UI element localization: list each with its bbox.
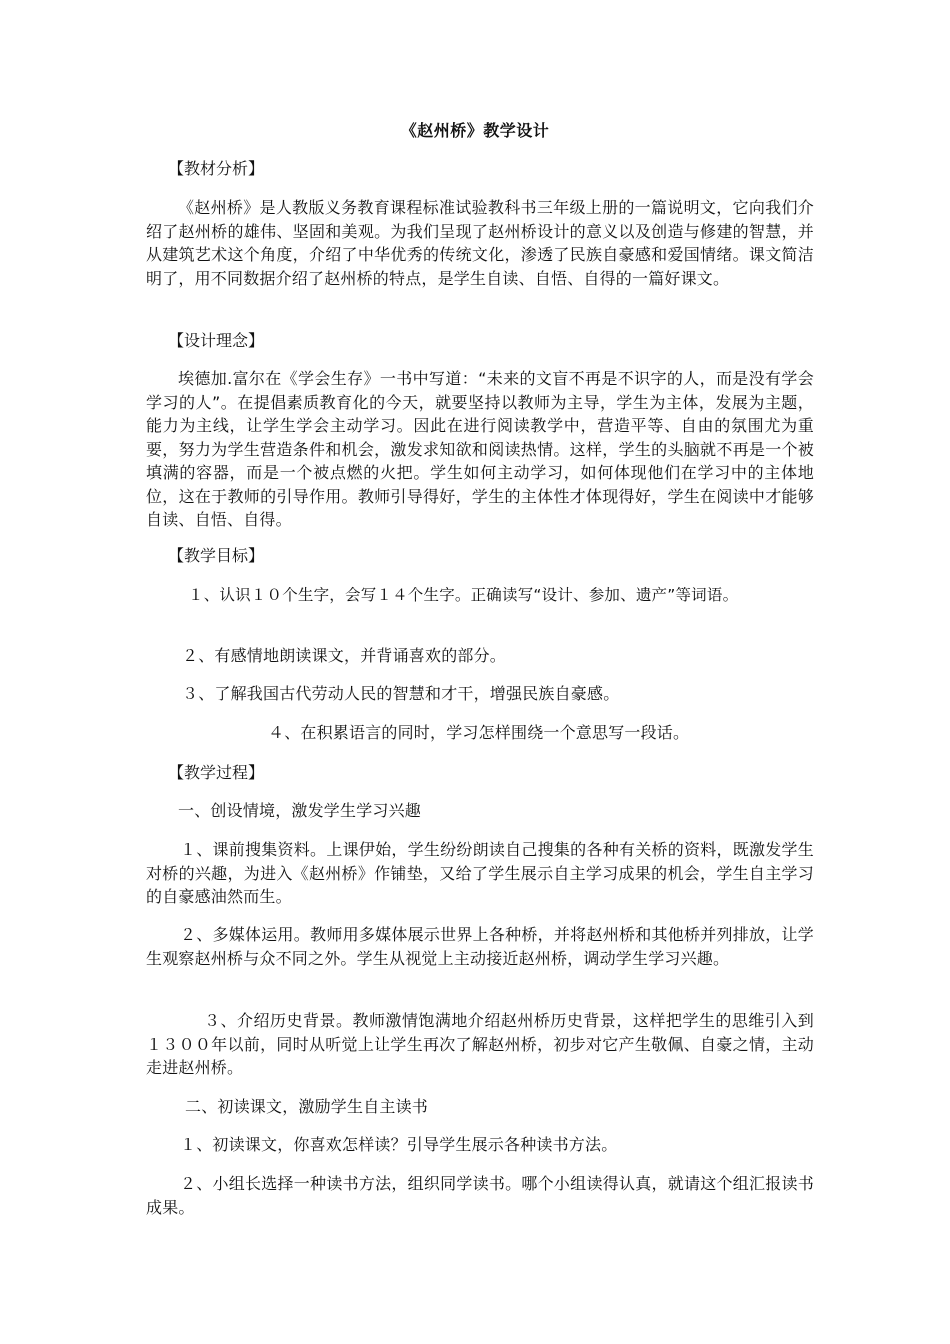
goal-item-2: ２、有感情地朗读课文，并背诵喜欢的部分。 bbox=[182, 646, 507, 665]
goal-item-4: ４、在积累语言的同时，学习怎样围绕一个意思写一段话。 bbox=[268, 723, 690, 742]
paragraph-textbook-analysis: 《赵州桥》是人教版义务教育课程标准试验教科书三年级上册的一篇说明文，它向我们介绍了赵州桥的雄伟、坚固和美观。为我们呈现了赵州桥设计的意义以及创造与修建的智慧，并从建筑艺术这个角度，介绍了中华优秀的传统文化，渗透了民族自豪感和爱国情绪。课文简洁明了，用不同数据介绍了赵州桥的特点，是学生自读、自悟、自得的一篇好课文。 bbox=[146, 198, 814, 288]
process-step-1-item-3: ３、介绍历史背景。教师激情饱满地介绍赵州桥历史背景，这样把学生的思维引入到１３００年以前，同时从听觉上让学生再次了解赵州桥，初步对它产生敬佩、自豪之情，主动走进赵州桥。 bbox=[146, 1011, 814, 1077]
process-step-2-item-1: １、初读课文，你喜欢怎样读？引导学生展示各种读书方法。 bbox=[180, 1135, 618, 1154]
heading-teaching-goals: 【教学目标】 bbox=[168, 546, 265, 565]
process-step-1-item-1: １、课前搜集资料。上课伊始，学生纷纷朗读自己搜集的各种有关桥的资料，既激发学生对桥的兴趣，为进入《赵州桥》作铺垫，又给了学生展示自主学习成果的机会，学生自主学习的自豪感油然而生。 bbox=[146, 840, 814, 906]
process-step-1-title: 一、创设情境，激发学生学习兴趣 bbox=[178, 801, 422, 820]
process-step-1-item-2: ２、多媒体运用。教师用多媒体展示世界上各种桥，并将赵州桥和其他桥并列排放，让学生观察赵州桥与众不同之外。学生从视觉上主动接近赵州桥，调动学生学习兴趣。 bbox=[146, 925, 814, 968]
paragraph-design-concept: 埃德加.富尔在《学会生存》一书中写道：“未来的文盲不再是不识字的人，而是没有学会学习的人”。在提倡素质教育化的今天，就要坚持以教师为主导，学生为主体，发展为主题，能力为主线，让学生学会主动学习。因此在进行阅读教学中，营造平等、自由的氛围尤为重要，努力为学生营造条件和机会，激发求知欲和阅读热情。这样，学生的头脑就不再是一个被填满的容器，而是一个被点燃的火把。学生如何主动学习，如何体现他们在学习中的主体地位，这在于教师的引导作用。教师引导得好，学生的主体性才体现得好，学生在阅读中才能够自读、自悟、自得。 bbox=[146, 369, 814, 529]
heading-teaching-process: 【教学过程】 bbox=[168, 763, 265, 782]
process-step-2-title: 二、初读课文，激励学生自主读书 bbox=[185, 1097, 429, 1116]
process-step-2-item-2: ２、小组长选择一种读书方法，组织同学读书。哪个小组读得认真，就请这个组汇报读书成果。 bbox=[146, 1174, 814, 1217]
heading-textbook-analysis: 【教材分析】 bbox=[168, 159, 265, 178]
page-title: 《赵州桥》教学设计 bbox=[400, 121, 550, 140]
heading-design-concept: 【设计理念】 bbox=[168, 331, 265, 350]
goal-item-3: ３、了解我国古代劳动人民的智慧和才干，增强民族自豪感。 bbox=[182, 684, 620, 703]
goal-item-1: １、认识１０个生字，会写１４个生字。正确读写“设计、参加、遗产”等词语。 bbox=[188, 586, 739, 604]
